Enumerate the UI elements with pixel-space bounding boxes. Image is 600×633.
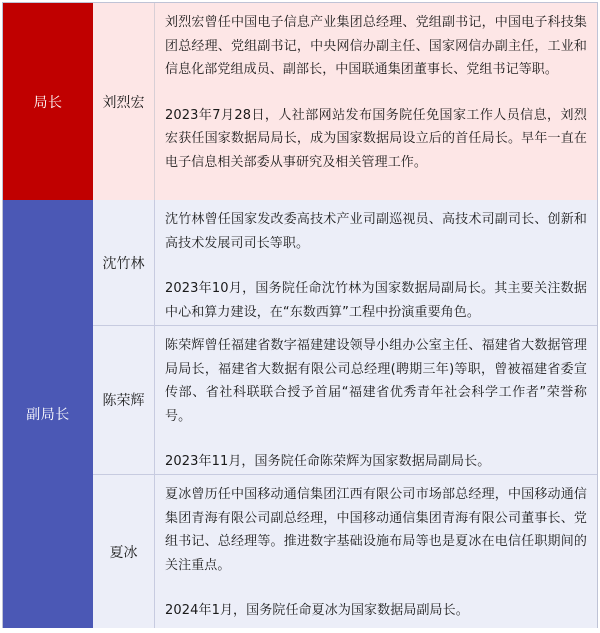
leadership-table [2, 2, 598, 628]
role-label-deputy-director: 副局长 [3, 200, 93, 628]
person-description [155, 326, 597, 474]
bio-paragraph: 夏冰曾历任中国移动通信集团江西有限公司市场部总经理，中国移动通信集团青海有限公司副总经理，中国移动通信集团青海有限公司董事长、党组书记、总经理等。推进数字基础设施布局等也是夏冰在电信任职期间的关注重点。 [165, 487, 587, 573]
deputy-rows [93, 200, 597, 628]
person-row-shen-zhulin [93, 200, 597, 326]
person-name: 沈竹林 [93, 200, 155, 325]
bio-paragraph: 刘烈宏曾任中国电子信息产业集团总经理、党组副书记，中国电子科技集团总经理、党组副书记，中央网信办副主任、国家网信办副主任，工业和信息化部党组成员、副部长，中国联通集团董事长、党组书记等职。 [165, 15, 587, 77]
role-label-director: 局长 [3, 3, 93, 200]
bio-paragraph: 陈荣辉曾任福建省数字福建建设领导小组办公室主任、福建省大数据管理局局长，福建省大数据有限公司总经理(聘期三年)等职，曾被福建省委宣传部、省社科联联合授予首届“福建省优秀青年社会科学工作者”荣誉称号。 [165, 338, 587, 424]
person-name: 夏冰 [93, 475, 155, 628]
director-rows [93, 3, 597, 200]
person-description [155, 200, 597, 325]
appointment-paragraph: 2024年1月，国务院任命夏冰为国家数据局副局长。 [165, 603, 469, 618]
person-row-xia-bing [93, 475, 597, 628]
appointment-paragraph: 2023年11月，国务院任命陈荣辉为国家数据局副局长。 [165, 454, 491, 469]
person-name: 陈荣辉 [93, 326, 155, 474]
appointment-paragraph: 2023年7月28日，人社部网站发布国务院任免国家工作人员信息，刘烈宏获任国家数据局局长，成为国家数据局设立后的首任局长。早年一直在电子信息相关部委从事研究及相关管理工作。 [165, 107, 587, 170]
person-description [155, 3, 597, 200]
section-deputy-directors [3, 200, 597, 628]
appointment-paragraph: 2023年10月，国务院任命沈竹林为国家数据局副局长。其主要关注数据中心和算力建设，在“东数西算”工程中扮演重要角色。 [165, 281, 587, 320]
person-row-liu-liehong [93, 3, 597, 200]
person-row-chen-ronghui [93, 326, 597, 475]
bio-paragraph: 沈竹林曾任国家发改委高技术产业司副巡视员、高技术司副司长、创新和高技术发展司司长等职。 [165, 212, 587, 251]
person-description [155, 475, 597, 628]
person-name: 刘烈宏 [93, 3, 155, 200]
section-director [3, 3, 597, 200]
